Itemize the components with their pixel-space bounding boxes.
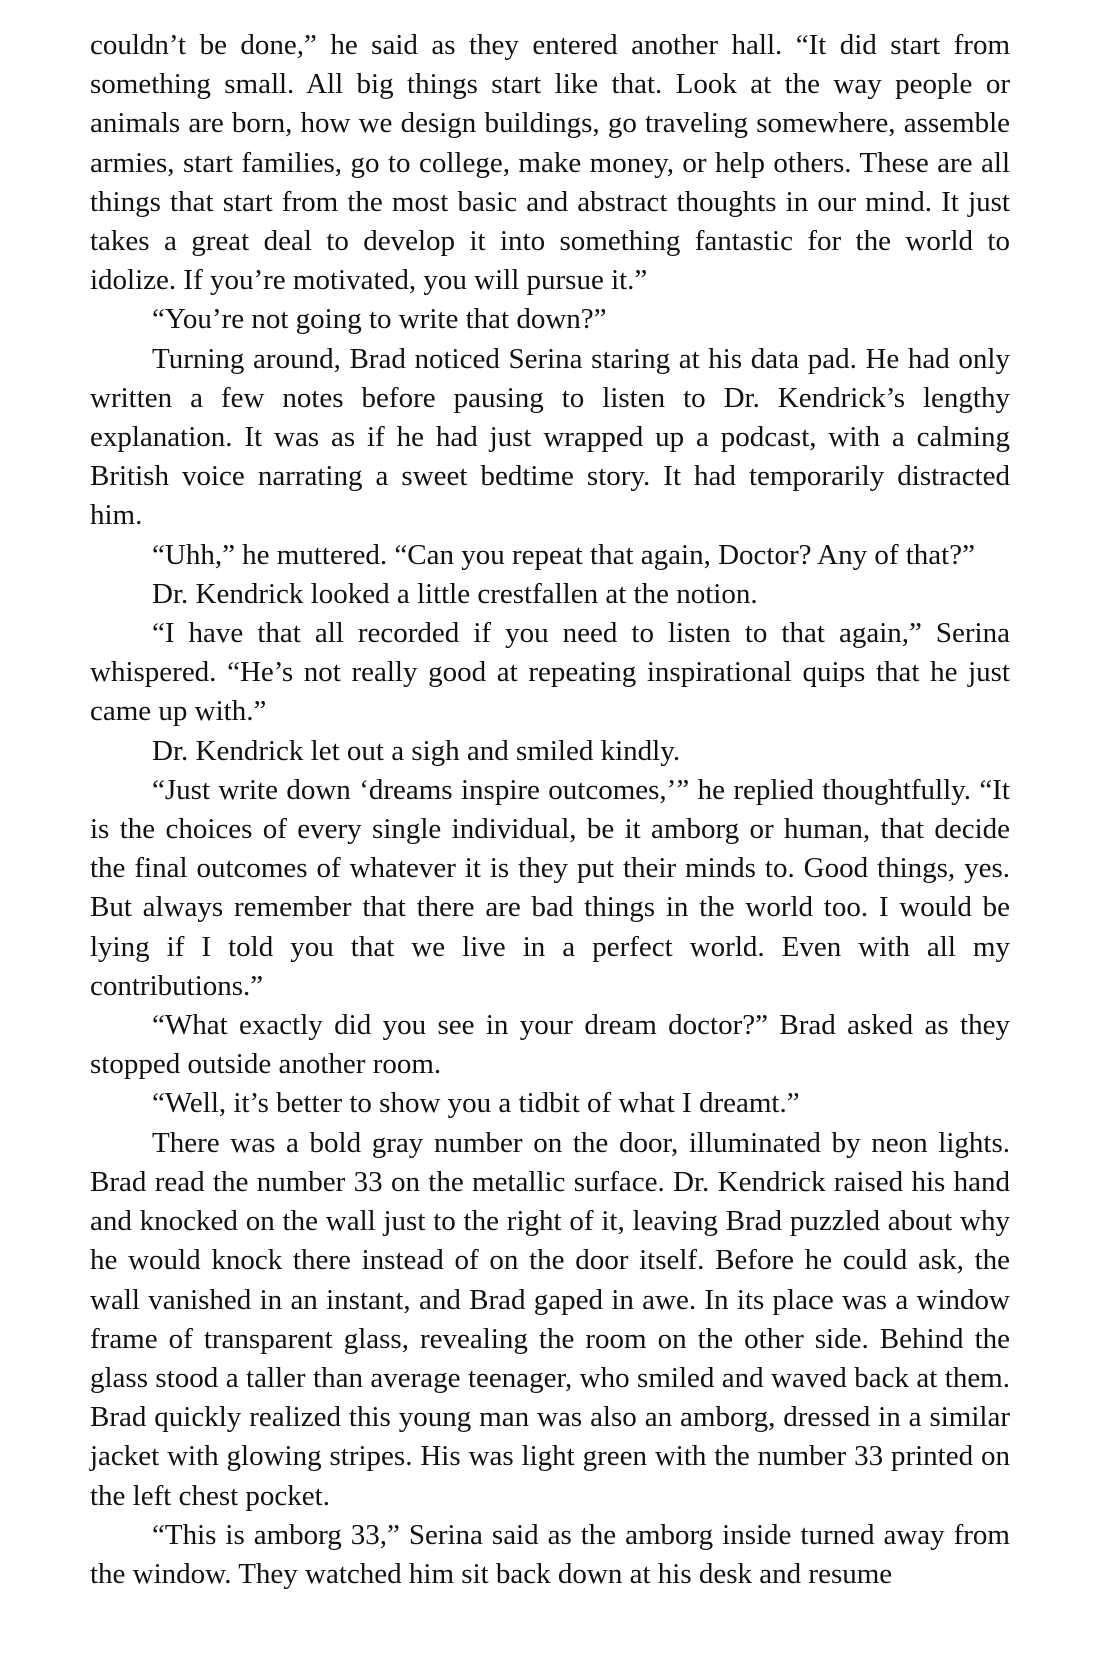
paragraph: “Just write down ‘dreams inspire outcomes,’” he replied thoughtfully. “It is the choices of every single individual, be it amborg or human, that decide the final outcomes of whatever it is they put their minds to. Good things, yes. But always remember that there are bad things in the world too. I would be lying if I told you that we live in a perfect world. Even with all my contributions.” [90,773,1010,1002]
paragraph: There was a bold gray number on the door, illuminated by neon lights. Brad read the number 33 on the metallic surface. Dr. Kendrick raised his hand and knocked on the wall just to the right of it, leaving Brad puzzled about why he would knock there instead of on the door itself. Before he could ask, the wall vanished in an instant, and Brad gaped in awe. In its place was a window frame of transparent glass, revealing the room on the other side. Behind the glass stood a taller than average teenager, who smiled and waved back at them. Brad quickly realized this young man was also an amborg, dressed in a similar jacket with glowing stripes. His was light green with the number 33 printed on the left chest pocket. [90,1126,1010,1512]
page-text [90,26,1010,1594]
paragraph: Dr. Kendrick let out a sigh and smiled kindly. [152,734,681,767]
paragraph: “Well, it’s better to show you a tidbit of what I dreamt.” [152,1087,800,1120]
paragraph: “I have that all recorded if you need to listen to that again,” Serina whispered. “He’s not really good at repeating inspirational quips that he just came up with.” [90,617,1010,728]
paragraph: “You’re not going to write that down?” [152,303,607,336]
paragraph: couldn’t be done,” he said as they entered another hall. “It did start from something small. All big things start like that. Look at the way people or animals are born, how we design buildings, go traveling somewhere, assemble armies, start families, go to college, make money, or help others. These are all things that start from the most basic and abstract thoughts in our mind. It just takes a great deal to develop it into something fantastic for the world to idolize. If you’re motivated, you will pursue it.” [90,29,1010,297]
paragraph: Dr. Kendrick looked a little crestfallen at the notion. [152,577,758,610]
paragraph: Turning around, Brad noticed Serina staring at his data pad. He had only written a few notes before pausing to listen to Dr. Kendrick’s lengthy explanation. It was as if he had just wrapped up a podcast, with a calming British voice narrating a sweet bedtime story. It had temporarily distracted him. [90,342,1010,532]
paragraph: “This is amborg 33,” Serina said as the amborg inside turned away from the window. They watched him sit back down at his desk and resume [90,1518,1010,1590]
paragraph: “What exactly did you see in your dream doctor?” Brad asked as they stopped outside another room. [90,1009,1010,1081]
paragraph: “Uhh,” he muttered. “Can you repeat that again, Doctor? Any of that?” [152,538,975,571]
